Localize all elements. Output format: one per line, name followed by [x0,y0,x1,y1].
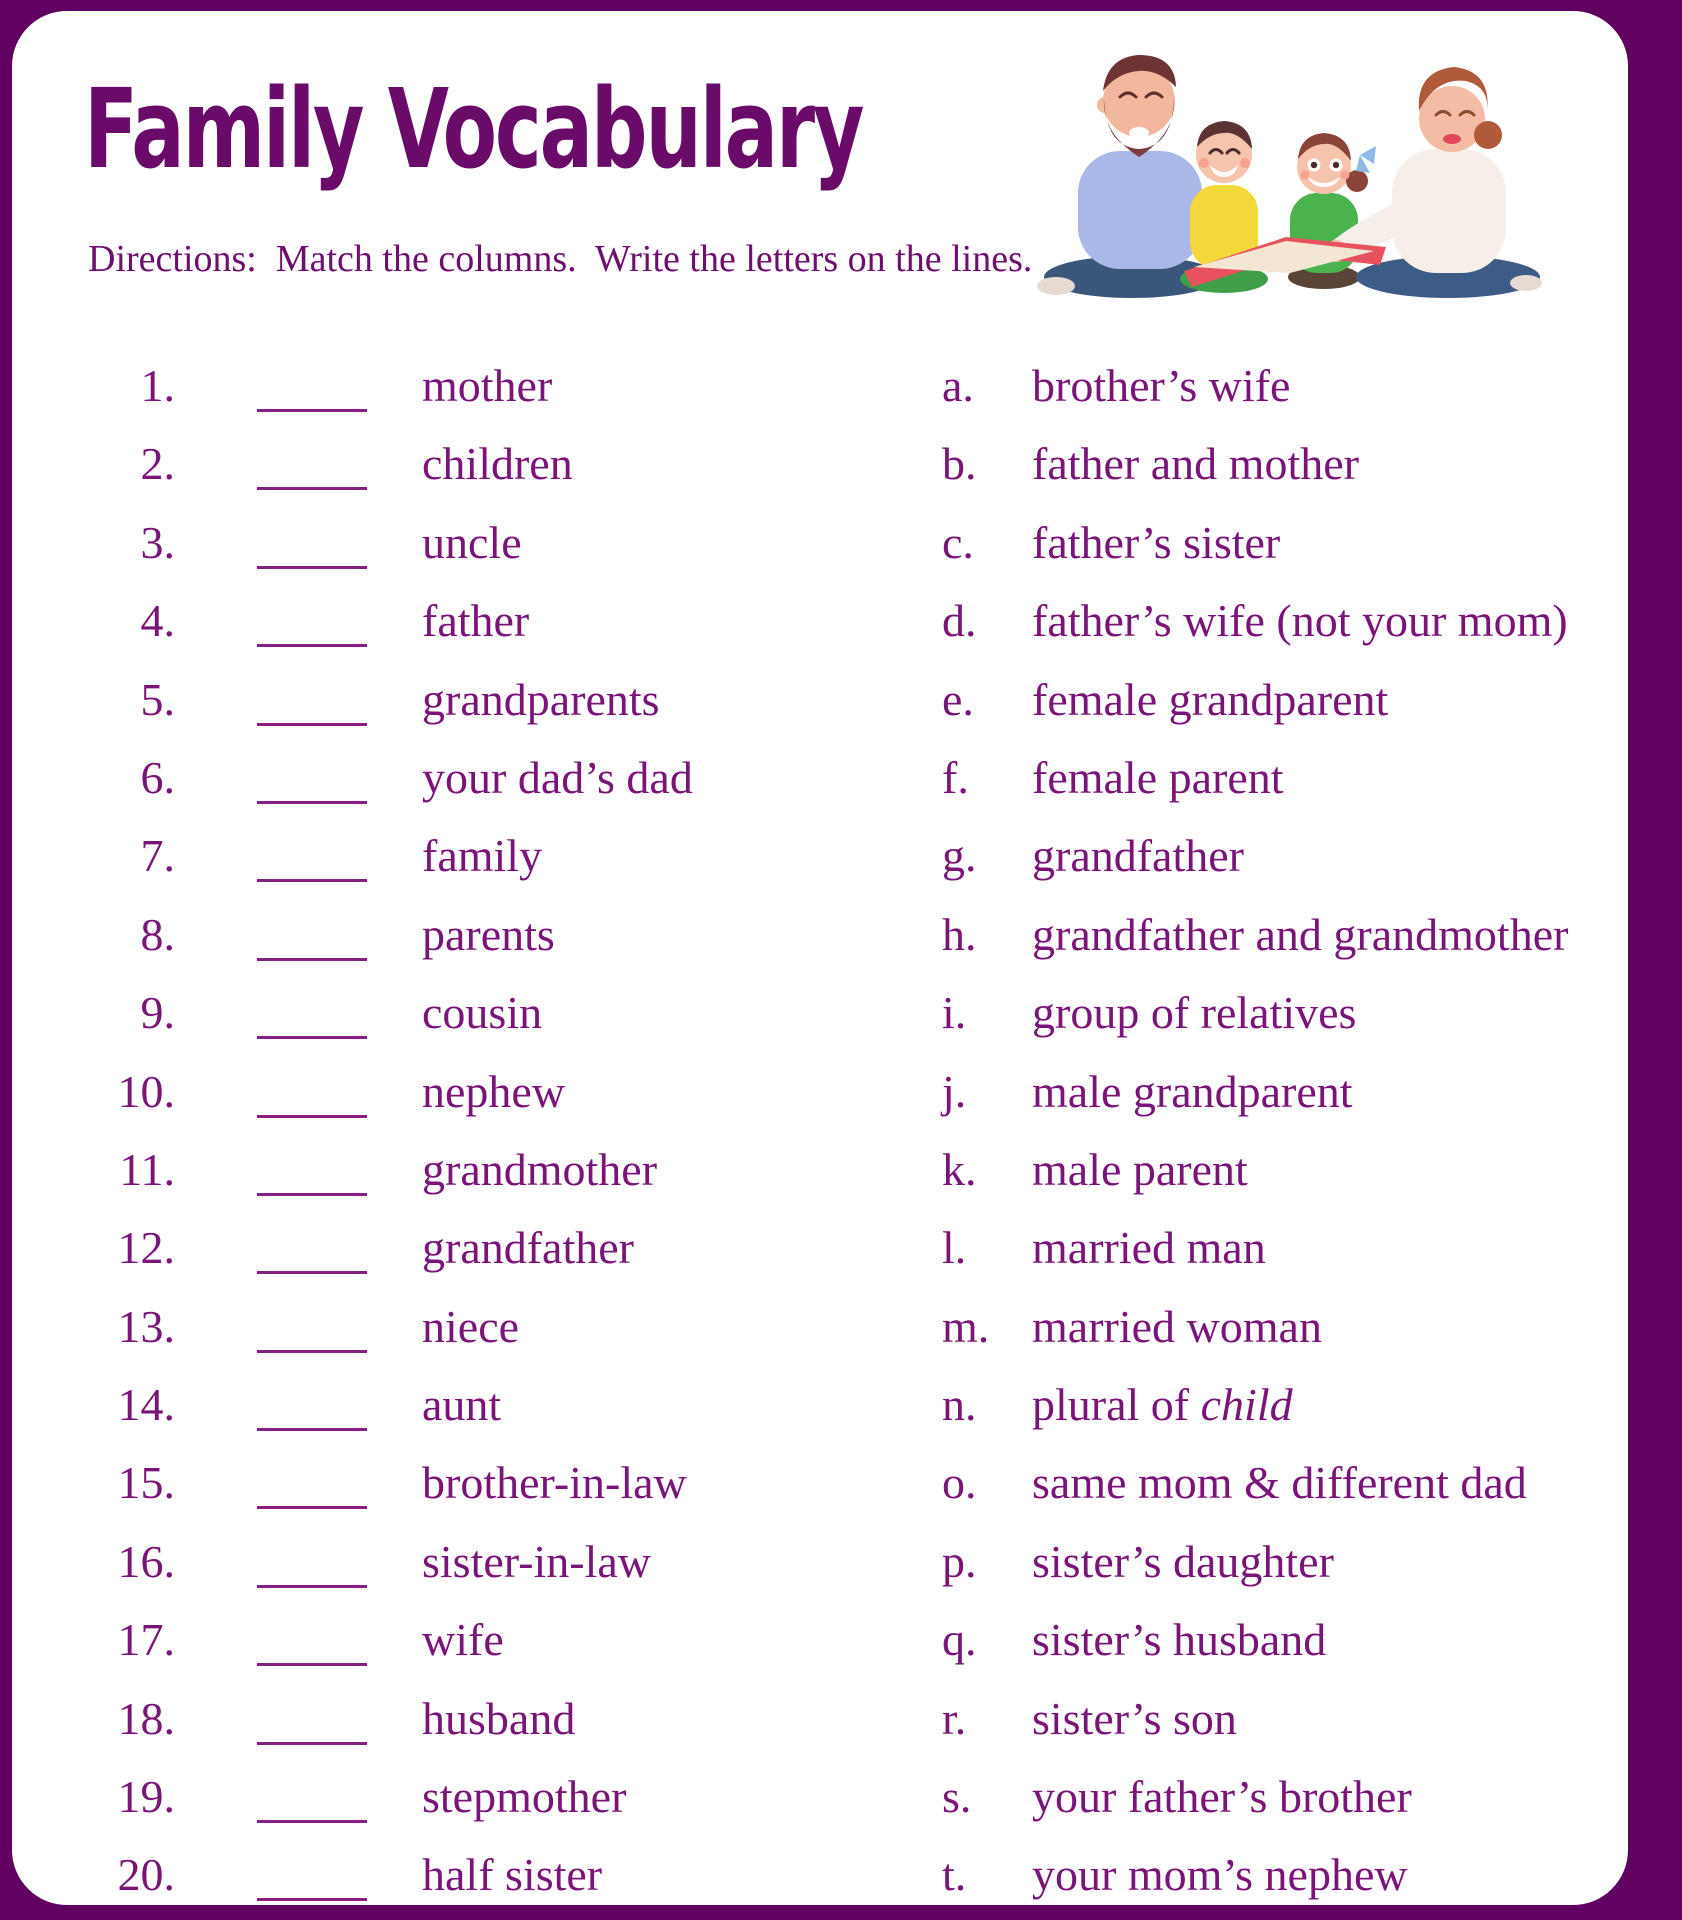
option-letter: c. [942,516,974,568]
page-title: Family Vocabulary [84,65,863,193]
definition-text-main: sister’s daughter [1032,1535,1334,1587]
definition-text-main: male grandparent [1032,1065,1353,1117]
answer-blank[interactable] [257,835,367,882]
definition-text-main: group of relatives [1032,987,1357,1039]
term-row [72,586,732,664]
answer-blank[interactable] [257,1854,367,1901]
option-letter: b. [942,438,977,490]
option-letter: a. [942,360,974,411]
vocabulary-term: children [422,438,573,490]
definition-row [942,1840,1632,1918]
item-number: 10. [117,1065,175,1117]
vocabulary-term: uncle [422,516,522,568]
definition-text [1032,594,1568,647]
definition-text-main: sister’s son [1032,1692,1237,1744]
answer-blank[interactable] [257,992,367,1039]
definition-row [942,508,1632,586]
option-letter: d. [942,595,977,647]
definition-row [942,821,1632,899]
definition-text-main: brother’s wife [1032,360,1291,411]
item-number: 15. [117,1457,175,1509]
term-row [72,1292,732,1370]
answer-blank[interactable] [257,365,367,412]
option-letter: r. [942,1692,967,1744]
definition-text [1032,437,1359,490]
term-row [72,978,732,1056]
option-letter: g. [942,830,977,882]
term-row [72,429,732,507]
definition-text [1032,1065,1353,1118]
option-letter: k. [942,1143,977,1195]
term-row [72,1448,732,1526]
vocabulary-term: parents [422,908,555,960]
item-number: 3. [140,516,175,568]
answer-blank[interactable] [257,1619,367,1666]
definition-row [942,1684,1632,1762]
item-number: 9. [140,987,175,1039]
item-number: 7. [140,830,175,882]
definition-text [1032,673,1388,726]
answer-blank[interactable] [257,757,367,804]
definition-text-main: female parent [1032,751,1284,803]
term-row [72,351,732,429]
vocabulary-term: cousin [422,987,543,1039]
answer-blank[interactable] [257,1462,367,1509]
term-row [72,821,732,899]
vocabulary-term: nephew [422,1065,566,1117]
item-number: 18. [117,1692,175,1744]
definition-text-main: grandfather and grandmother [1032,908,1569,960]
option-letter: f. [942,751,969,803]
answer-blank[interactable] [257,1541,367,1588]
vocabulary-term: aunt [422,1379,502,1431]
vocabulary-term: brother-in-law [422,1457,687,1509]
definition-text [1032,986,1356,1039]
vocabulary-term: sister-in-law [422,1535,652,1587]
answer-blank[interactable] [257,522,367,569]
answer-blank[interactable] [257,679,367,726]
option-letter: s. [942,1771,972,1823]
answer-blank[interactable] [257,600,367,647]
vocabulary-term: husband [422,1692,576,1744]
definition-row [942,1292,1632,1370]
definition-text [1032,829,1244,882]
item-number: 5. [140,673,175,725]
definition-row [942,1370,1632,1448]
definition-text [1032,1300,1322,1353]
definition-text-main: same mom & different dad [1032,1457,1527,1509]
term-row [72,1057,732,1135]
vocabulary-term: family [422,830,543,882]
option-letter: t. [942,1849,967,1901]
definition-text [1032,1535,1334,1588]
vocabulary-term: grandmother [422,1143,658,1195]
definition-text [1032,1143,1248,1196]
option-letter: q. [942,1614,977,1666]
answer-blank[interactable] [257,1776,367,1823]
definition-text-italic: child [1200,1379,1293,1431]
definition-text-main: married man [1032,1222,1266,1274]
definition-row [942,1527,1632,1605]
answer-blank[interactable] [257,1071,367,1118]
definition-text [1032,1456,1527,1509]
item-number: 20. [117,1849,175,1901]
item-number: 19. [117,1771,175,1823]
definition-text [1032,516,1280,569]
definition-row [942,586,1632,664]
definition-row [942,1605,1632,1683]
definition-text-main: your mom’s nephew [1032,1849,1408,1901]
term-row [72,1684,732,1762]
definition-text-main: grandfather [1032,830,1244,882]
definition-row [942,743,1632,821]
definition-text [1032,359,1290,412]
item-number: 11. [119,1143,175,1195]
vocabulary-term: mother [422,360,553,411]
option-letter: m. [942,1300,990,1352]
option-letter: p. [942,1535,977,1587]
item-number: 1. [140,360,175,411]
term-row [72,665,732,743]
item-number: 13. [117,1300,175,1352]
answer-blank[interactable] [257,1227,367,1274]
definition-row [942,1448,1632,1526]
terms-column [72,351,732,1919]
definition-row [942,1762,1632,1840]
definition-text [1032,751,1284,804]
term-row [72,508,732,586]
answer-blank[interactable] [257,914,367,961]
vocabulary-term: your dad’s dad [422,751,693,803]
definition-text [1032,1848,1408,1901]
definition-row [942,1135,1632,1213]
definition-text-main: father and mother [1032,438,1359,490]
item-number: 14. [117,1379,175,1431]
definition-text-main: your father’s brother [1032,1771,1412,1823]
definition-row [942,429,1632,507]
term-row [72,1840,732,1918]
worksheet-sheet [12,11,1628,1905]
term-row [72,1135,732,1213]
item-number: 2. [140,438,175,490]
vocabulary-term: niece [422,1300,520,1352]
option-letter: e. [942,673,974,725]
definition-row [942,665,1632,743]
definition-row [942,978,1632,1056]
family-illustration [1024,39,1544,301]
definition-text [1032,908,1568,961]
vocabulary-term: grandparents [422,673,660,725]
answer-blank[interactable] [257,443,367,490]
option-letter: n. [942,1379,977,1431]
definition-text [1032,1770,1412,1823]
definition-row [942,351,1632,429]
term-row [72,1370,732,1448]
definition-text [1032,1378,1293,1431]
item-number: 17. [117,1614,175,1666]
answer-blank[interactable] [257,1306,367,1353]
definition-text-main: plural of [1032,1379,1201,1431]
answer-blank[interactable] [257,1698,367,1745]
term-row [72,1605,732,1683]
definition-row [942,1213,1632,1291]
definitions-column [942,351,1632,1919]
vocabulary-term: stepmother [422,1771,627,1823]
definition-text-main: married woman [1032,1300,1322,1352]
vocabulary-term: half sister [422,1849,603,1901]
directions-text: Directions: Match the columns. Write the letters on the lines. [88,238,1033,280]
vocabulary-term: father [422,595,530,647]
definition-text-main: male parent [1032,1143,1248,1195]
definition-text [1032,1692,1237,1745]
definition-row [942,900,1632,978]
definition-text-main: father’s sister [1032,516,1281,568]
option-letter: i. [942,987,967,1039]
definition-text [1032,1221,1266,1274]
vocabulary-term: grandfather [422,1222,634,1274]
definition-row [942,1057,1632,1135]
term-row [72,1527,732,1605]
item-number: 6. [140,751,175,803]
term-row [72,1762,732,1840]
item-number: 12. [117,1222,175,1274]
item-number: 8. [140,908,175,960]
term-row [72,1213,732,1291]
item-number: 16. [117,1535,175,1587]
term-row [72,743,732,821]
definition-text-main: female grandparent [1032,673,1389,725]
definition-text-main: sister’s husband [1032,1614,1327,1666]
option-letter: o. [942,1457,977,1509]
term-row [72,900,732,978]
answer-blank[interactable] [257,1384,367,1431]
vocabulary-term: wife [422,1614,504,1666]
definition-text-main: father’s wife (not your mom) [1032,595,1568,647]
item-number: 4. [140,595,175,647]
option-letter: l. [942,1222,967,1274]
answer-blank[interactable] [257,1149,367,1196]
option-letter: j. [942,1065,967,1117]
definition-text [1032,1613,1326,1666]
option-letter: h. [942,908,977,960]
